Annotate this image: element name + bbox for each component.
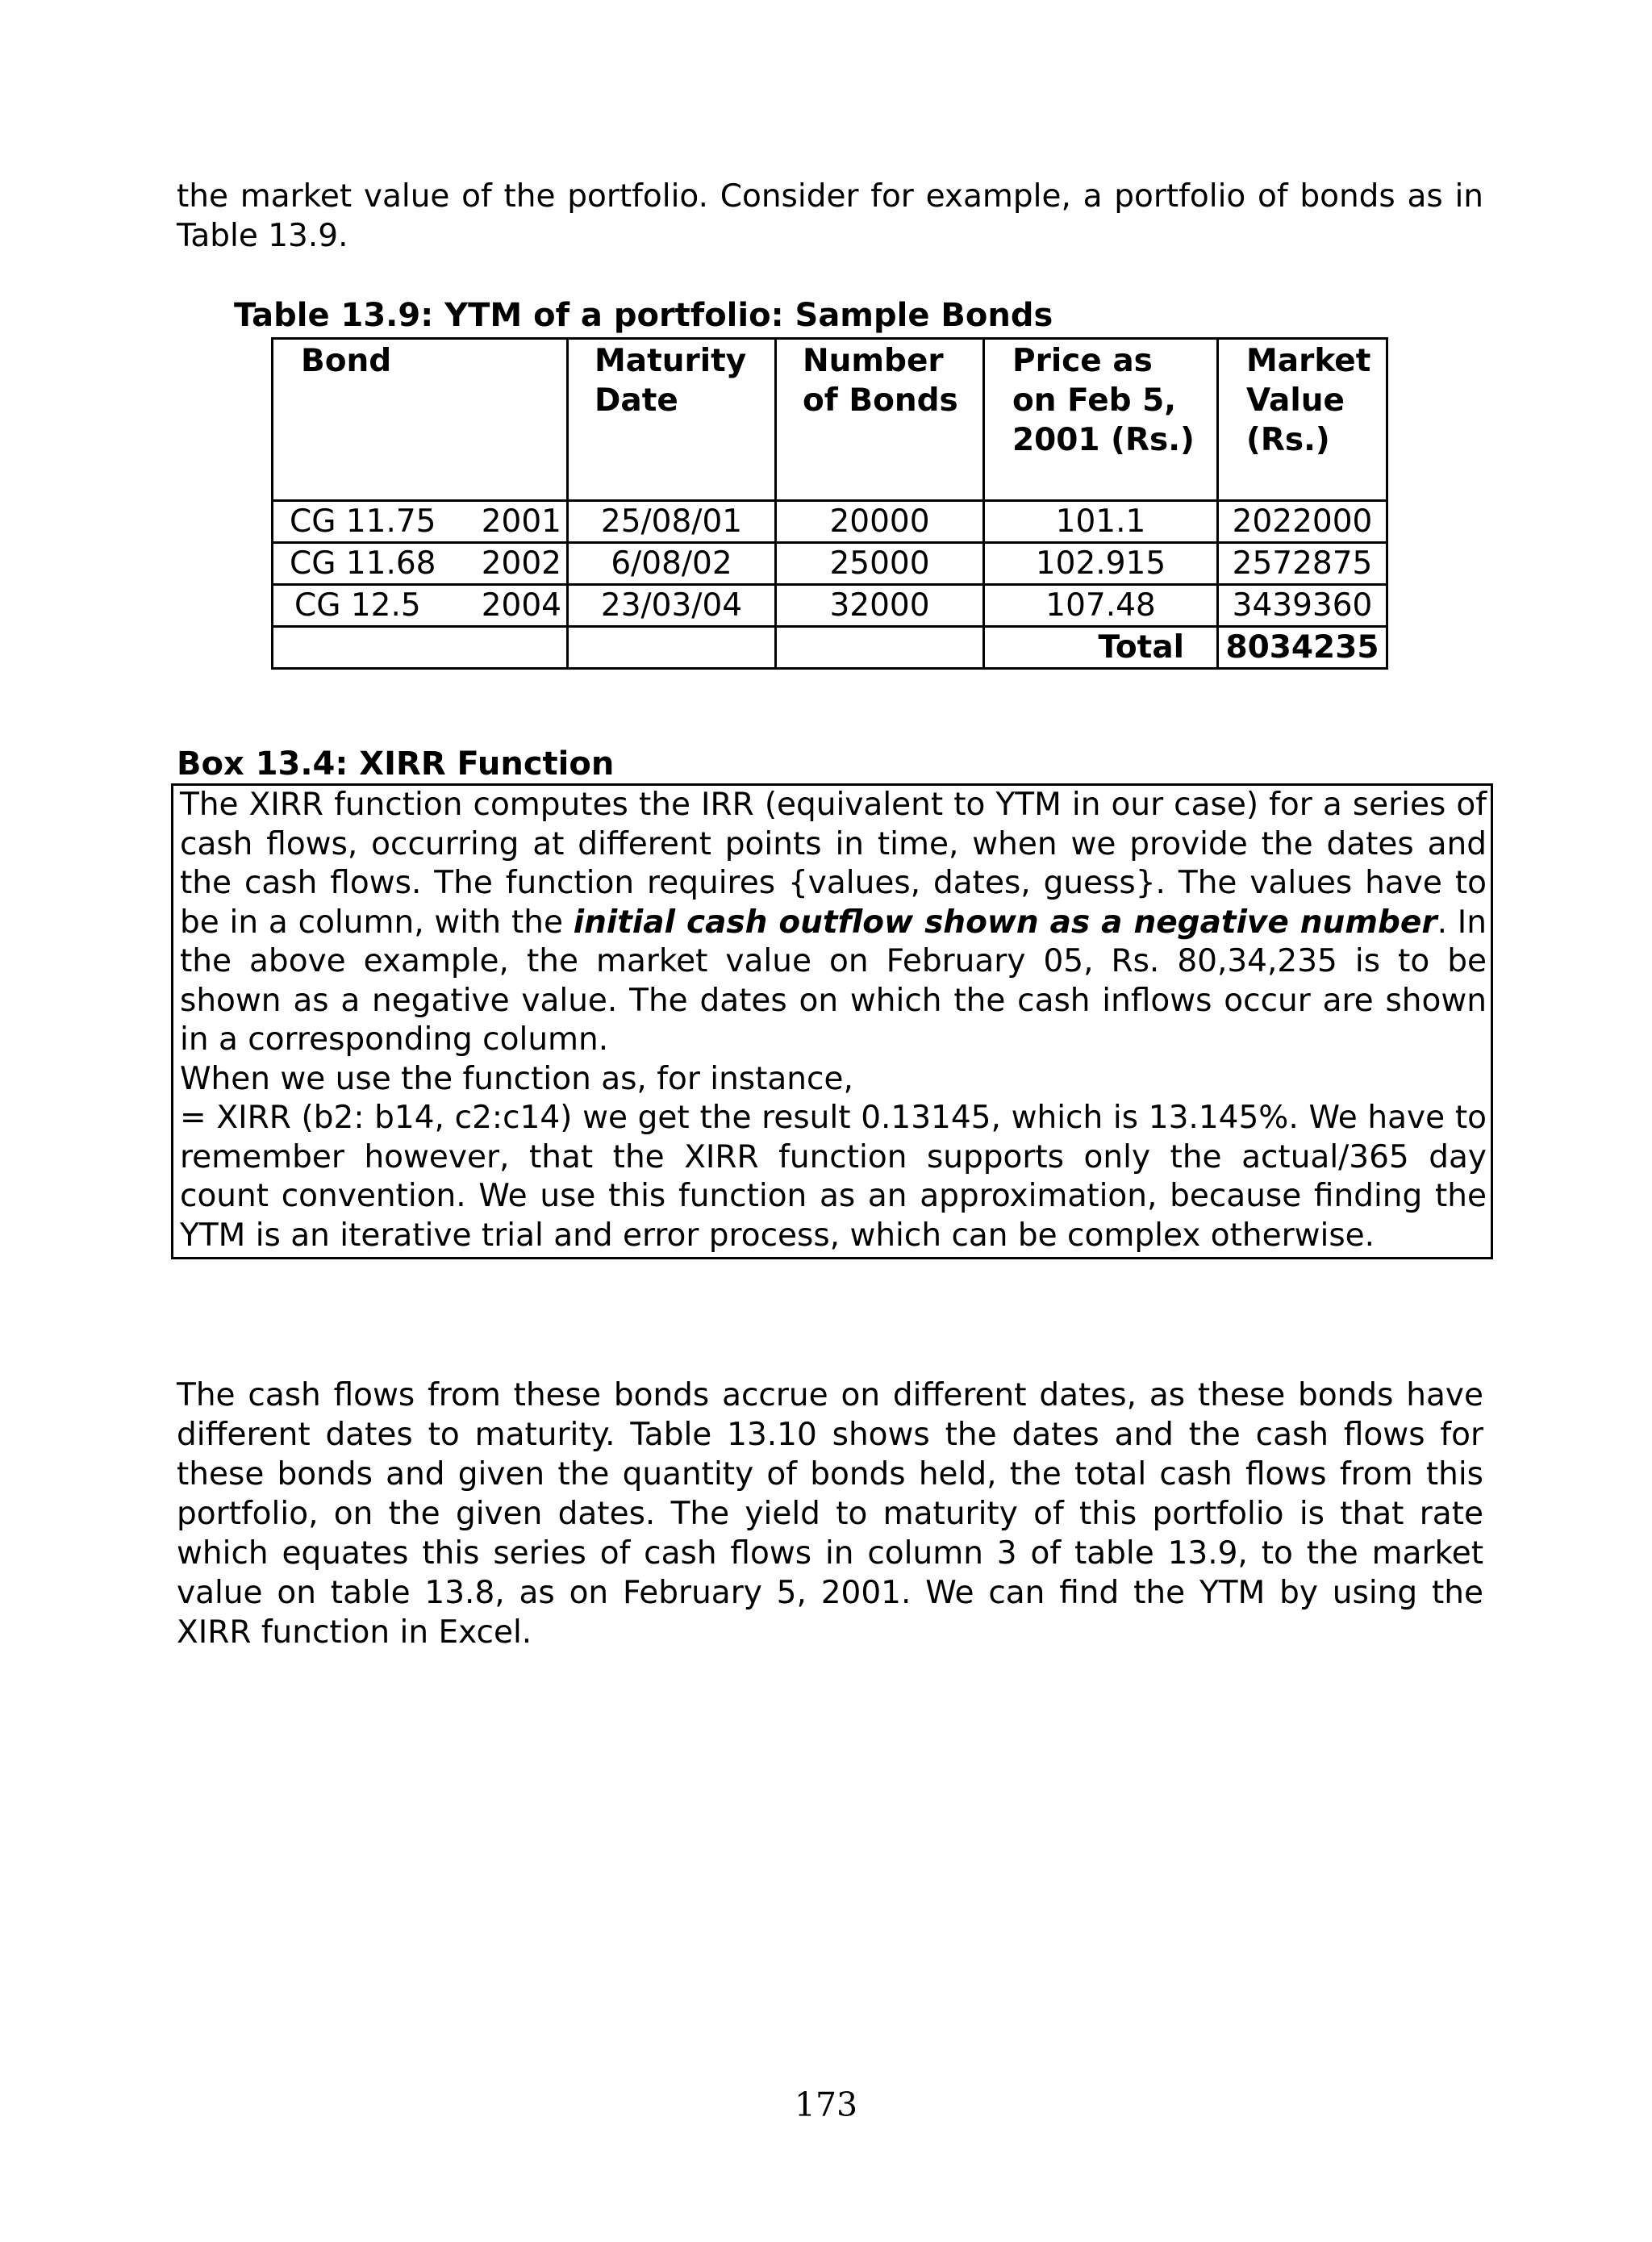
- box-paragraph: = XIRR (b2: b14, c2:c14) we get the result 0.13145, which is 13.145%. We have to remember however, that the XIRR function supports only the actual/365 day count convention. We use this function as an approximation, because finding the YTM is an iterative trial and error process, which can be complex otherwise.: [180, 1100, 1487, 1254]
- box-title: Box 13.4: XIRR Function: [177, 745, 615, 783]
- empty-cell: [776, 627, 984, 669]
- table-row: [273, 501, 1387, 543]
- intro-paragraph: the market value of the portfolio. Consider for example, a portfolio of bonds as in Table 13.9.: [177, 178, 1483, 254]
- table-total-row: [273, 627, 1387, 669]
- body-paragraph: The cash flows from these bonds accrue on different dates, as these bonds have different dates to maturity. Table 13.10 shows the dates and the cash flows for these bonds and given the quantity of bonds held, the total cash flows from this portfolio, on the given dates. The yield to maturity of this portfolio is that rate which equates this series of cash flows in column 3 of table 13.9, to the market value on table 13.8, as on February 5, 2001. We can find the YTM by using the XIRR function in Excel.: [177, 1377, 1483, 1651]
- bond-name: CG 12.5: [294, 587, 421, 624]
- empty-cell: [273, 627, 568, 669]
- total-label: Total: [984, 627, 1218, 669]
- bonds-table: [271, 337, 1388, 670]
- maturity-cell: 25/08/01: [568, 501, 776, 543]
- table-row: [273, 585, 1387, 627]
- table-row: [273, 543, 1387, 585]
- header-maturity-date: Maturity Date: [568, 339, 776, 501]
- header-number-of-bonds: Number of Bonds: [776, 339, 984, 501]
- number-cell: 20000: [776, 501, 984, 543]
- total-value: 8034235: [1218, 627, 1387, 669]
- price-cell: 107.48: [984, 585, 1218, 627]
- header-bond: Bond: [273, 339, 568, 501]
- value-cell: 2022000: [1218, 501, 1387, 543]
- table-caption: Table 13.9: YTM of a portfolio: Sample Bonds: [234, 297, 1053, 334]
- price-cell: 101.1: [984, 501, 1218, 543]
- box-paragraph: When we use the function as, for instance,: [180, 1060, 853, 1097]
- xirr-box: [171, 783, 1493, 1259]
- number-cell: 25000: [776, 543, 984, 585]
- bond-cell: [273, 543, 568, 585]
- bond-cell: [273, 501, 568, 543]
- maturity-cell: 6/08/02: [568, 543, 776, 585]
- value-cell: 3439360: [1218, 585, 1387, 627]
- box-text: The XIRR function computes the IRR (equivalent to YTM in our case) for a series of cash flows, occurring at different points in time, when we provide the dates and the cash flows. The function requires {values, dates, guess}. The values have to be in a column, with the: [180, 787, 1487, 941]
- box-emphasis: initial cash outflow shown as a negative number: [573, 904, 1437, 941]
- bond-year: 2004: [481, 587, 561, 624]
- maturity-cell: 23/03/04: [568, 585, 776, 627]
- bond-cell: [273, 585, 568, 627]
- bond-name: CG 11.75: [290, 503, 436, 540]
- header-market-value: Market Value (Rs.): [1218, 339, 1387, 501]
- page-number: 173: [794, 2085, 858, 2124]
- box-text: . In the above example, the market value on February 05, Rs. 80,34,235 is to be shown as a negative value. The dates on which the cash inflows occur are shown in a corresponding column.: [180, 904, 1487, 1058]
- price-cell: 102.915: [984, 543, 1218, 585]
- bond-year: 2001: [481, 503, 561, 540]
- bond-name: CG 11.68: [290, 545, 436, 582]
- header-price: Price as on Feb 5, 2001 (Rs.): [984, 339, 1218, 501]
- number-cell: 32000: [776, 585, 984, 627]
- table-header-row: [273, 339, 1387, 501]
- empty-cell: [568, 627, 776, 669]
- bond-year: 2002: [481, 545, 561, 582]
- box-paragraph: [180, 786, 1487, 1060]
- value-cell: 2572875: [1218, 543, 1387, 585]
